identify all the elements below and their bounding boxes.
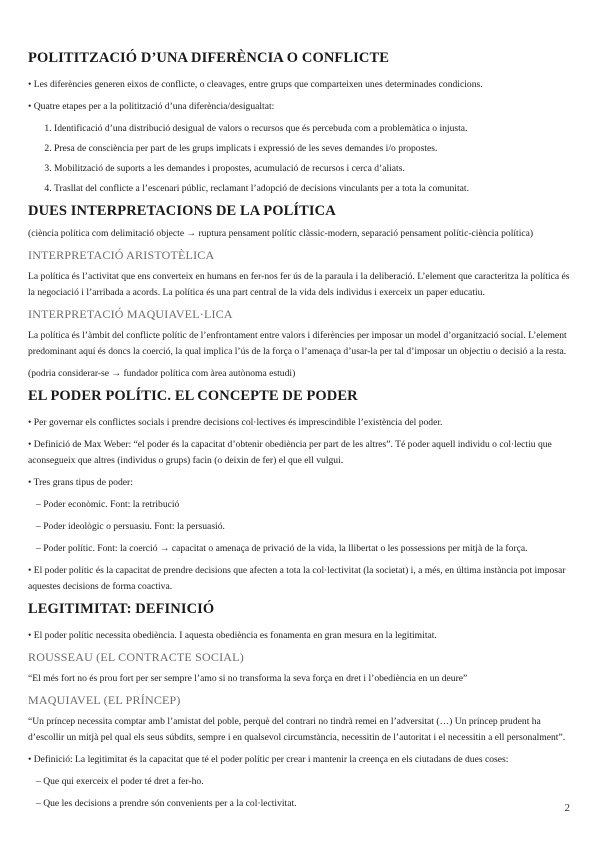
interpretacions-intro: (ciència política com delimitació objecte → ruptura pensament polític clàssic-modern, separació pensament polític-ciència política) xyxy=(28,228,534,239)
heading-rousseau: ROUSSEAU (EL CONTRACTE SOCIAL) xyxy=(28,650,244,664)
dash-decisions: – Que les decisions a prendre són convenients per a la col·lectivitat. xyxy=(36,798,297,809)
page-number: 2 xyxy=(564,802,570,814)
dash-politic: – Poder polític. Font: la coerció → capacitat o amenaça de privació de la vida, la llibertat o les possessions per mitjà de la força. xyxy=(36,543,528,554)
dash-economic: – Poder econòmic. Font: la retribució xyxy=(36,499,180,510)
bullet-obediencia: • El poder polític necessita obediència. I aquesta obediència es fonamenta en gran mesura en la legitimitat. xyxy=(28,630,437,641)
step-item: 3. Mobilització de suports a les demandes i propostes, acumulació de recursos i cerca d’aliats. xyxy=(54,161,572,177)
bullet-governar: • Per governar els conflictes socials i prendre decisions col·lectives és imprescindible l’existència del poder. xyxy=(28,417,443,428)
bullet-tipus: • Tres grans tipus de poder: xyxy=(28,477,133,488)
bullet-weber: • Definició de Max Weber: “el poder és la capacitat d’obtenir obediència per part de les altres”. Té poder aquell individu o col·lectiu que aconsegueix que altres (individus o grups) facin (o deixin de fer) el que ell vulgui. xyxy=(28,439,552,466)
paragraph-aristotelica: La política és l’activitat que ens converteix en humans en fer-nos fer ús de la paraula i la deliberació. L’element que caracteritza la política és la negociació i l’arribada a acords. La política és una part central de la vida dels individus i exerceix un paper educatiu. xyxy=(28,271,570,298)
steps-list xyxy=(28,121,572,197)
dash-dret: – Que qui exerceix el poder té dret a fer-ho. xyxy=(36,776,204,787)
section-title-poder: EL PODER POLÍTIC. EL CONCEPTE DE PODER xyxy=(28,388,358,404)
quote-maquiavel: “Un príncep necessita comptar amb l’amistat del poble, perquè del contrari no tindrà remei en l’adversitat (…) Un príncep prudent ha d’escollir un mitjà pel qual els seus súbdits, sempre i en qualsevol circumstància, necessitin de l’autoritat i el necessitin a ell personalment”. xyxy=(28,716,566,743)
step-item: 2. Presa de consciència per part de les grups implicats i expressió de les seves demandes i/o propostes. xyxy=(54,141,572,157)
dash-ideologic: – Poder ideològic o persuasiu. Font: la persuasió. xyxy=(36,521,225,532)
paragraph-maquiavelica: La política és l’àmbit del conflicte polític de l’enfrontament entre valors i diferències per imposar un model d’organització social. L’element predominant aquí és doncs la coerció, la qual implica l’ús de la força o l’amenaça d’usar-la per tal d’imposar un objectiu o decisió a la resta. xyxy=(28,330,567,357)
section-title-interpretacions: DUES INTERPRETACIONS DE LA POLÍTICA xyxy=(28,203,336,219)
heading-maquiavelica: INTERPRETACIÓ MAQUIAVEL·LICA xyxy=(28,307,233,321)
bullet-definicio: • Definició: La legitimitat és la capacitat que té el poder polític per crear i mantenir la creença en els ciutadans de dues coses: xyxy=(28,754,509,765)
section-title-legitimitat: LEGITIMITAT: DEFINICIÓ xyxy=(28,601,215,617)
section-title-politització: POLITITZACIÓ D’UNA DIFERÈNCIA O CONFLICTE xyxy=(28,50,390,66)
bullet-cleavages: • Les diferències generen eixos de conflicte, o cleavages, entre grups que comparteixen unes determinades condicions. xyxy=(28,79,483,90)
heading-aristotelica: INTERPRETACIÓ ARISTOTÈLICA xyxy=(28,248,215,262)
step-item: 1. Identificació d’una distribució desigual de valors o recursos que és percebuda com a problemàtica o injusta. xyxy=(54,121,572,137)
heading-maquiavel: MAQUIAVEL (EL PRÍNCEP) xyxy=(28,693,181,707)
paragraph-maquiavelica-note: (podria considerar-se → fundador política com àrea autònoma estudi) xyxy=(28,368,296,379)
quote-rousseau: “El més fort no és prou fort per ser sempre l’amo si no transforma la seva força en dret i l’obediència en un deure” xyxy=(28,673,468,684)
step-item: 4. Trasllat del conflicte a l’escenari públic, reclamant l’adopció de decisions vinculants per a tota la comunitat. xyxy=(54,181,572,197)
document-page xyxy=(28,44,572,818)
bullet-etapes: • Quatre etapes per a la politització d’una diferència/desigualtat: xyxy=(28,101,275,112)
bullet-poder-politic: • El poder polític és la capacitat de prendre decisions que afecten a tota la col·lectivitat (la societat) i, a més, en última instància pot imposar aquestes decisions de forma coactiva. xyxy=(28,565,566,592)
